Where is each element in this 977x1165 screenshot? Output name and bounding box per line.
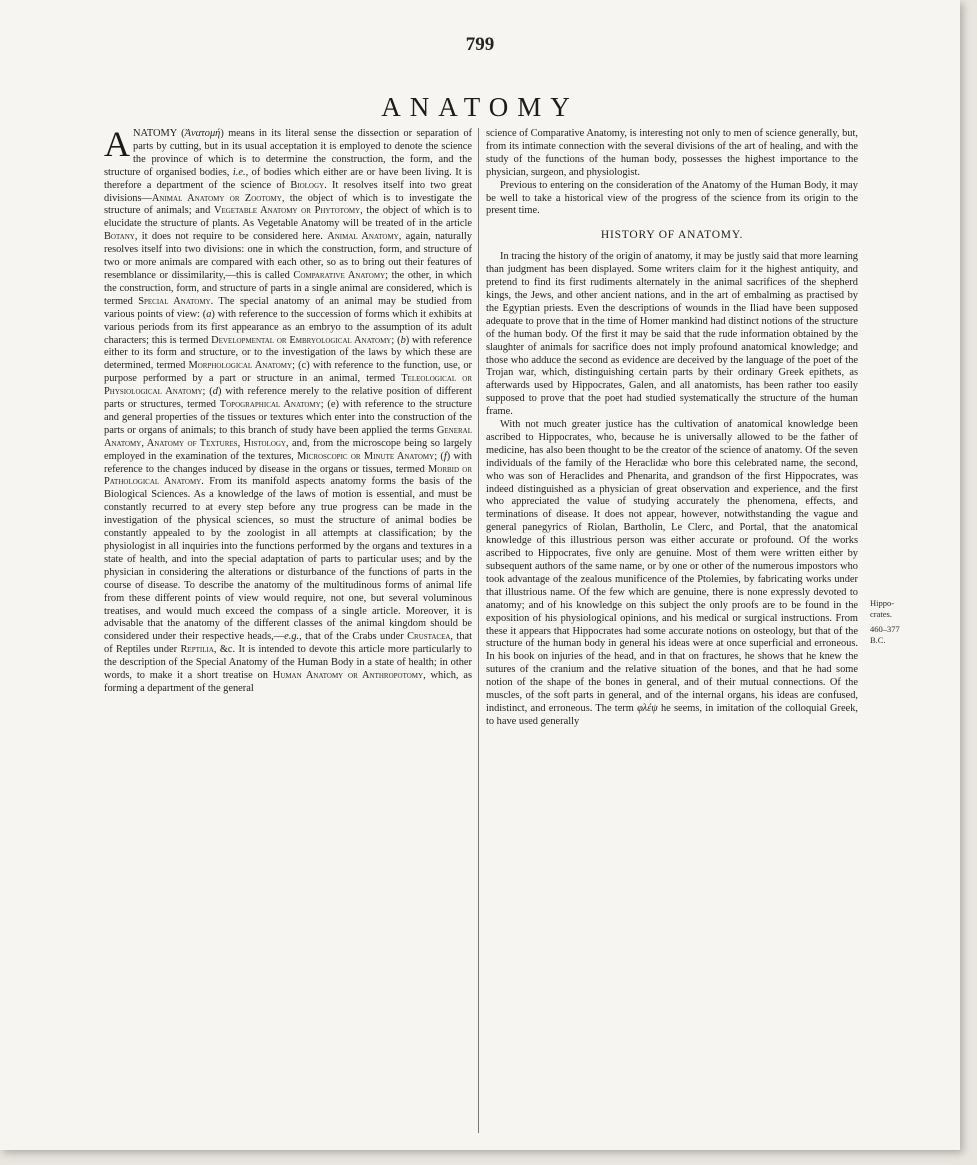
page-number: 799 xyxy=(465,34,495,55)
paragraph: Previous to entering on the consideration of the Anatomy of the Human Body, it may be well to take a historical view of the progress of the science from its origin to the present time. xyxy=(486,179,858,217)
paragraph: With not much greater justice has the cultivation of anatomical knowledge been ascribed to Hippocrates, who, because he is universally allowed to be the father of medicine, has also been thought to be the creator of the science of anatomy. Of the seven individuals of the family of the Heraclidæ who bore this celebrated name, the second, who was son of Heraclides and Phenarita, and grandson of the first Hippocrates, was indeed distinguished as a physician of great observation and experience, and the first who appreciated the value of studying accurately the phenomena, effects, and terminations of disease. It does not appear, however, notwithstanding the vague and general panegyrics of Riolan, Bartholin, Le Clerc, and Portal, that the anatomical knowledge of this illustrious person was either accurate or profound. Of the works ascribed to Hippocrates, five only are genuine. Most of them were written either by subsequent authors of the same name, or by one or other of the numerous impostors who took advantage of the zealous munificence of the Ptolemies, by fabricating works under that illustrious name. Of the few which are genuine, there is none expressly devoted to anatomy; and of his knowledge on this subject the only proofs are to be found in the exposition of his physiological opinions, and his medical or surgical instructions. From these it appears that Hippocrates had some accurate notions on osteology, but that of the structure of the human body in general his ideas were at once superficial and erroneous. In his book on injuries of the head, and in that on fractures, he shows that he knew the sutures of the cranium and the relative situation of the bones, and that he had some notion of the shape of the bones in general, and of their mutual connections. Of the muscles, of the soft parts in general, and of the internal organs, his ideas are confused, indistinct, and erroneous. The term φλέψ he seems, in imitation of the colloquial Greek, to have used generally xyxy=(486,419,858,727)
continued-paragraph: science of Comparative Anatomy, is interesting not only to men of science generally, but, from its intimate connection with the several divisions of the art of healing, and with the study of the functions of the human body, possesses the highest importance to the physician, surgeon, and physiologist. xyxy=(486,128,858,178)
section-heading: HISTORY OF ANATOMY. xyxy=(600,229,744,242)
paragraph: In tracing the history of the origin of anatomy, it may be justly said that more learning than judgment has been displayed. Some writers claim for it the highest antiquity, and pretend to find its first rudiments alternately in the animal sacrifices of the shepherd kings, the Jews, and other ancient nations, and in the art of embalming as practised by the Egyptian priests. Even the descriptions of wounds in the Iliad have been supposed adequate to prove that in the time of Homer mankind had distinct notions of the structure of the human body. Of the first it may be said that the rude information obtained by the slaughter of animals for sacrifice does not imply profound anatomical knowledge; and those who adduce the second as evidence are deceived by the language of the poet of the Trojan war, which, distinguishing certain parts by their ordinary Greek epithets, as afterwards used by Hippocrates, Galen, and all anatomists, has been rather too easily supposed to prove that the poet had studied systematically the structure of the human frame. xyxy=(486,251,858,418)
column-divider xyxy=(478,128,479,1133)
article-title: ANATOMY xyxy=(381,92,579,122)
margin-note-dates: 460–377 B.C. xyxy=(870,624,900,645)
left-column xyxy=(104,124,473,696)
drop-cap: A xyxy=(104,124,130,164)
right-column xyxy=(486,128,858,729)
margin-note-hippocrates: Hippo- crates. xyxy=(870,598,895,619)
intro-paragraph: ANATOMY (Ἀνατομή) means in its literal sense the dissection or separation of parts by cutting, but in its usual acceptation it is employed to denote the science the province of which is to determine the construction, the form, and the structure of organised bodies, i.e., of bodies which either are or have been living. It is therefore a department of the science of Biology. It resolves itself into two great divisions—Animal Anatomy or Zootomy, the object of which is to investigate the structure of animals; and Vegetable Anatomy or Phytotomy, the object of which is to elucidate the structure of plants. As Vegetable Anatomy will be treated of in the article Botany, it does not require to be considered here. Animal Anatomy, again, naturally resolves itself into two divisions: one in which the construction, form, and structure of two or more animals are compared with each other, so as to bring out their features of resemblance or dissimilarity,—this is called Comparative Anatomy; the other, in which the construction, form, and structure of parts in a single animal are considered, which is termed Special Anatomy. The special anatomy of an animal may be studied from various points of view: (a) with reference to the succession of forms which it exhibits at various periods from its first appearance as an embryo to the assumption of its adult characters; this is termed Developmental or Embryological Anatomy; (b) with reference either to its form and structure, or to the investigation of the laws by which these are determined, termed Morphological Anatomy; (c) with reference to the function, use, or purpose performed by a part or structure in an animal, termed Teleological or Physiological Anatomy; (d) with reference merely to the relative position of different parts or structures, termed Topographical Anatomy; (e) with reference to the structure and general properties of the tissues or textures which enter into the construction of the parts or organs of animals; to this branch of study have been applied the terms General Anatomy, Anatomy of Textures, Histology, and, from the microscope being so largely employed in the examination of the textures, Microscopic or Minute Anatomy; (f) with reference to the changes induced by disease in the organs or tissues, termed Morbid or Pathological Anatomy. From its manifold aspects anatomy forms the basis of the Biological Sciences. As a knowledge of the laws of motion is essential, and must be constantly recurred to at every step before any true progress can be made in the investigation of the physical sciences, so must the structure of animal bodies be constantly appealed to by the zoologist in all attempts at classification; by the physiologist in all inquiries into the functions performed by the organs and textures in a state of health, and into the special adaptation of parts to particular uses; and by the physician in considering the alterations or disturbance of the functions of parts in the course of disease. To describe the anatomy of the multitudinous forms of animal life from these different points of view would require, not one, but several voluminous treatises, and would much exceed the compass of a single article. Moreover, it is advisable that the anatomy of the different classes of the animal kingdom should be considered under their respective heads,—e.g., that of the Crabs under Crustacea, that of Reptiles under Reptilia, &c. It is intended to devote this article more particularly to the description of the Special Anatomy of the Human Body in a state of health; in other words, to make it a short treatise on Human Anatomy or Anthropotomy, which, as forming a department of the general xyxy=(104,124,473,694)
